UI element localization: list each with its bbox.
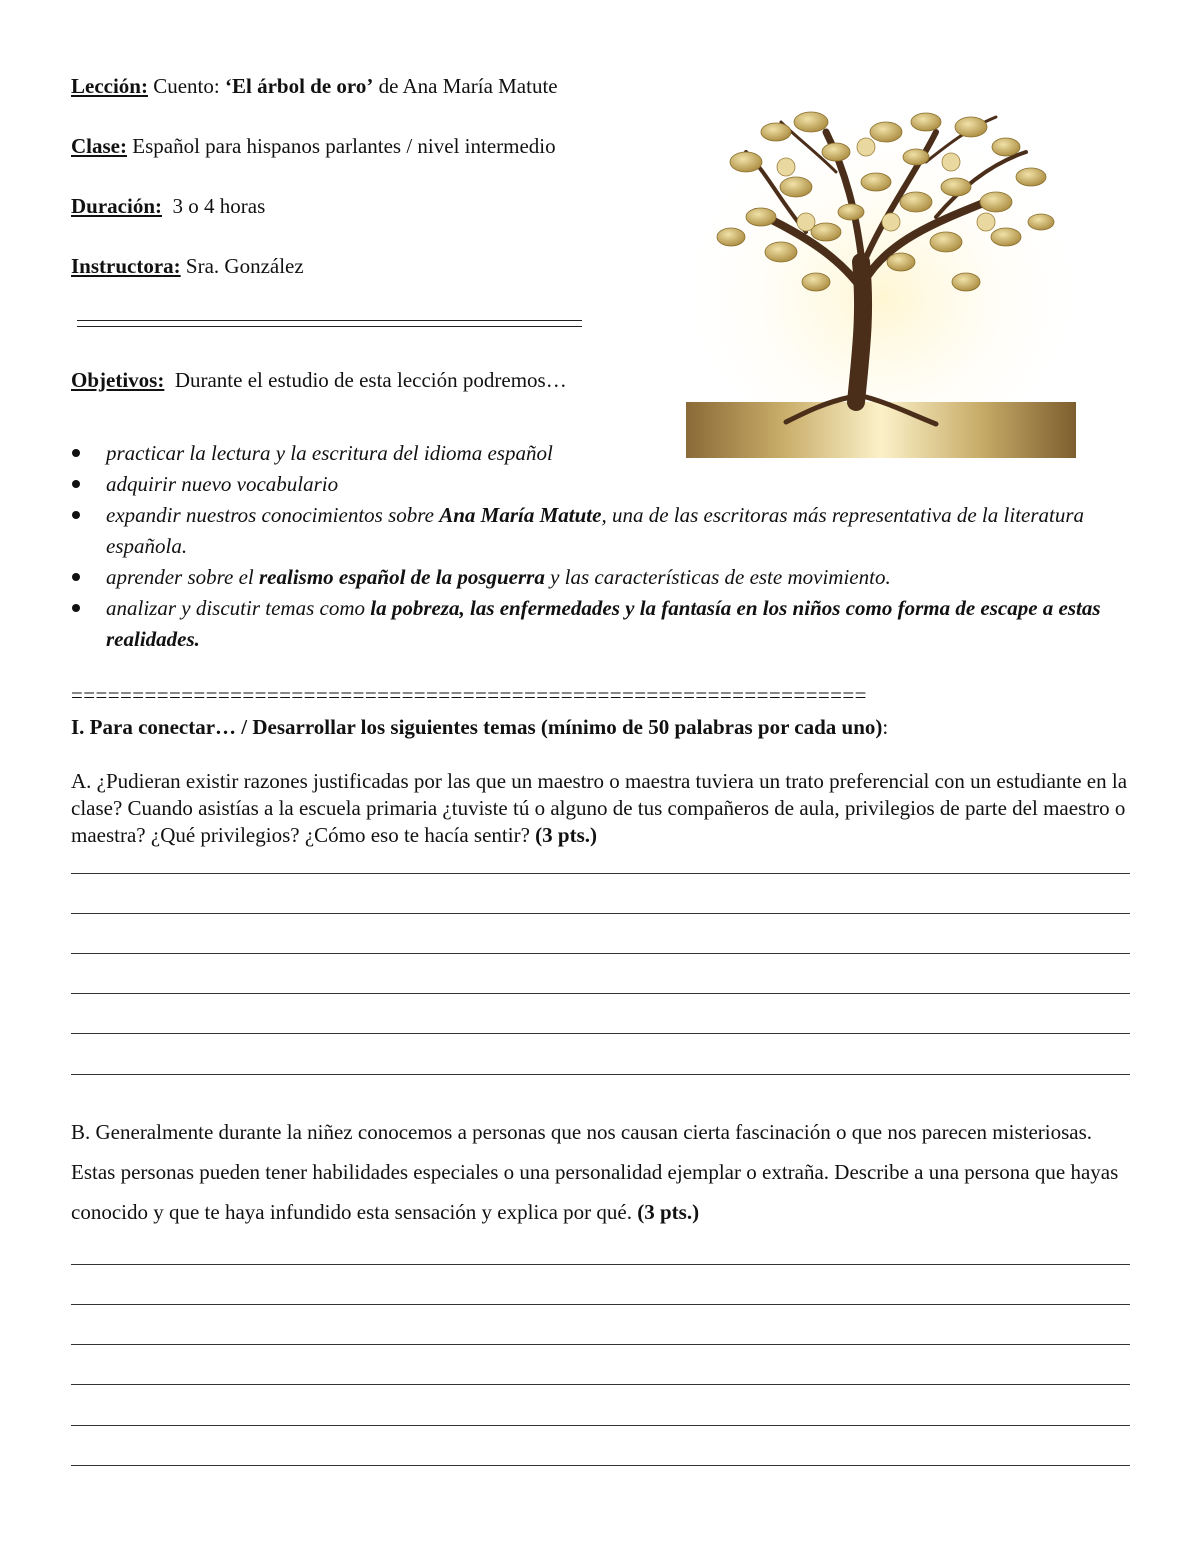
clase-value: Español para hispanos parlantes / nivel intermedio: [127, 134, 556, 158]
answer-line-b2[interactable]: [71, 1304, 1130, 1305]
objetivos-label: Objetivos:: [71, 368, 165, 392]
objectives-list: [71, 438, 1141, 655]
answer-line-b4[interactable]: [71, 1384, 1130, 1385]
duration-line: [71, 192, 265, 220]
duracion-label: Duración:: [71, 194, 162, 218]
points-a: (3 pts.): [535, 823, 597, 847]
answer-line-b5[interactable]: [71, 1425, 1130, 1426]
class-line: [71, 132, 556, 160]
points-b: (3 pts.): [637, 1200, 700, 1224]
leccion-prefix: Cuento:: [147, 74, 225, 98]
list-item: analizar y discutir temas como la pobreza, las enfermedades y la fantasía en los niños como forma de escape a estas realidades.: [71, 593, 1141, 655]
story-title: ‘El árbol de oro’: [224, 74, 374, 98]
answer-line-b1[interactable]: [71, 1264, 1130, 1265]
objetivos-intro: Durante el estudio de esta lección podremos…: [164, 368, 567, 392]
section-title: I. Para conectar… / Desarrollar los siguientes temas (mínimo de 50 palabras por cada uno):: [71, 715, 889, 739]
instructora-label: Instructora:: [71, 254, 181, 278]
question-a: A. ¿Pudieran existir razones justificadas por las que un maestro o maestra tuviera un trato preferencial con un estudiante en la clase? Cuando asistías a la escuela primaria ¿tuviste tú o alguno de tus compañeros de aula, privilegios de parte del maestro o maestra? ¿Qué privilegios? ¿Cómo eso te hacía sentir? (3 pts.): [71, 769, 1128, 847]
instructor-line: [71, 252, 304, 280]
instructora-value: Sra. González: [180, 254, 304, 278]
golden-tree-illustration: [686, 92, 1078, 460]
answer-line-a6[interactable]: [71, 1074, 1130, 1075]
answer-line-a5[interactable]: [71, 1033, 1130, 1034]
list-item: adquirir nuevo vocabulario: [71, 469, 1141, 500]
question-b: B. Generalmente durante la niñez conocemos a personas que nos causan cierta fascinación o que nos parecen misteriosas. Estas personas pueden tener habilidades especiales o una personalidad ejemplar o extraña. Describe a una persona que hayas conocido y que te haya infundido esta sensación y explica por qué. (3 pts.): [71, 1120, 1119, 1224]
equals-divider: =================================================================: [71, 683, 867, 707]
double-rule-divider: [77, 320, 582, 327]
answer-line-a4[interactable]: [71, 993, 1130, 994]
objectives-line: [71, 366, 567, 394]
answer-line-b6[interactable]: [71, 1465, 1130, 1466]
leccion-label: Lección:: [71, 74, 148, 98]
list-item: aprender sobre el realismo español de la posguerra y las características de este movimiento.: [71, 562, 1141, 593]
leccion-suffix: de Ana María Matute: [373, 74, 558, 98]
duracion-value: 3 o 4 horas: [162, 194, 266, 218]
tree-icon: [686, 92, 1078, 460]
answer-line-b3[interactable]: [71, 1344, 1130, 1345]
answer-line-a1[interactable]: [71, 873, 1130, 874]
answer-line-a2[interactable]: [71, 913, 1130, 914]
list-item: expandir nuestros conocimientos sobre Ana María Matute, una de las escritoras más representativa de la literatura española.: [71, 500, 1141, 562]
list-item: practicar la lectura y la escritura del idioma español: [71, 438, 1141, 469]
clase-label: Clase:: [71, 134, 127, 158]
lesson-line: [71, 72, 558, 100]
answer-line-a3[interactable]: [71, 953, 1130, 954]
